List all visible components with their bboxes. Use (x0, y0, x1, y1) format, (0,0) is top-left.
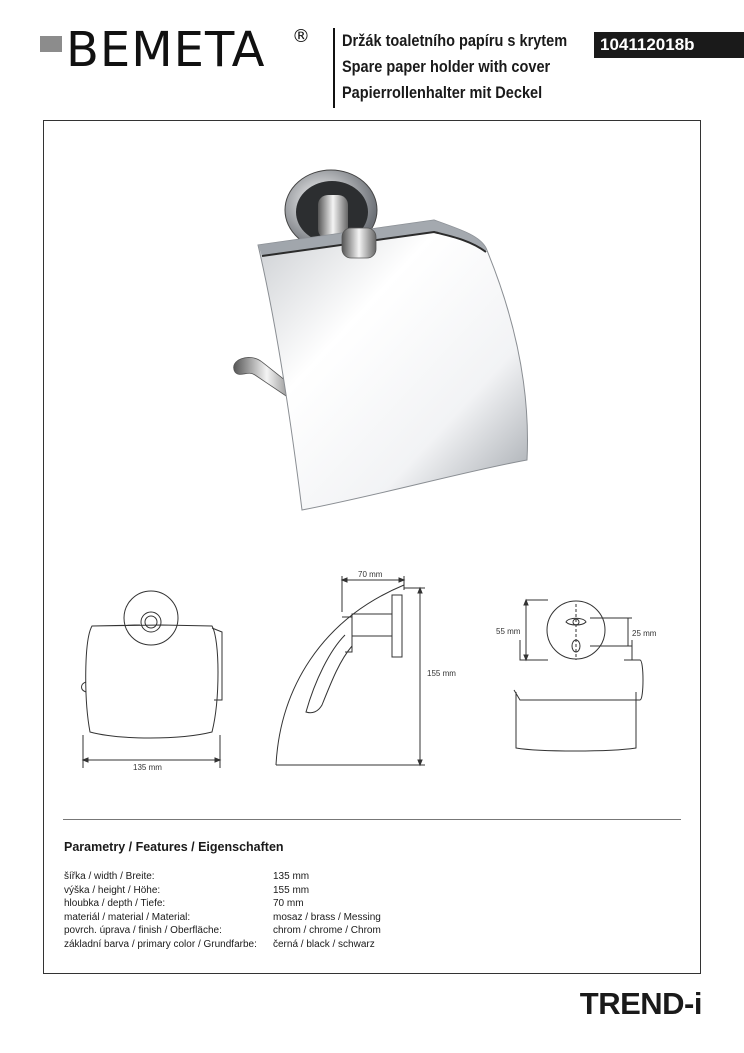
series-name: TREND-i (579, 986, 702, 1021)
front-view-drawing (82, 591, 223, 768)
brand-logo: BEMETA (66, 22, 266, 78)
param-label: výška / height / Höhe: (64, 884, 161, 896)
product-photo (234, 170, 528, 510)
top-view-drawing (514, 600, 643, 751)
param-row (64, 897, 381, 911)
registered-mark: ® (292, 26, 310, 47)
section-divider (63, 819, 681, 820)
param-row (64, 884, 381, 898)
param-value: černá / black / schwarz (273, 938, 375, 950)
param-label: základní barva / primary color / Grundfarbe: (64, 938, 257, 950)
side-view-drawing (276, 576, 425, 765)
parameters-table (64, 870, 381, 951)
dim-width: 135 mm (133, 763, 162, 772)
param-row (64, 924, 381, 938)
title-de: Papierrollenhalter mit Deckel (342, 84, 543, 102)
param-label: materiál / material / Material: (64, 911, 191, 923)
param-label: hloubka / depth / Tiefe: (64, 898, 166, 909)
param-value: 135 mm (273, 871, 310, 882)
title-cs: Držák toaletního papíru s krytem (342, 32, 568, 50)
product-code: 104112018b (594, 32, 744, 58)
dim-diameter: 55 mm (496, 627, 521, 636)
param-row (64, 938, 381, 952)
parameters-heading: Parametry / Features / Eigenschaften (64, 840, 284, 854)
param-label: šířka / width / Breite: (64, 871, 155, 882)
param-row (64, 911, 381, 925)
title-en: Spare paper holder with cover (342, 58, 551, 76)
param-value: chrom / chrome / Chrom (273, 925, 381, 936)
dim-offset: 25 mm (632, 629, 657, 638)
param-value: 155 mm (273, 884, 310, 896)
param-label: povrch. úprava / finish / Oberfläche: (64, 925, 222, 936)
param-row (64, 870, 381, 884)
dim-depth: 70 mm (358, 570, 383, 579)
param-value: mosaz / brass / Messing (273, 911, 381, 923)
dim-height: 155 mm (427, 669, 456, 678)
param-value: 70 mm (273, 898, 304, 909)
